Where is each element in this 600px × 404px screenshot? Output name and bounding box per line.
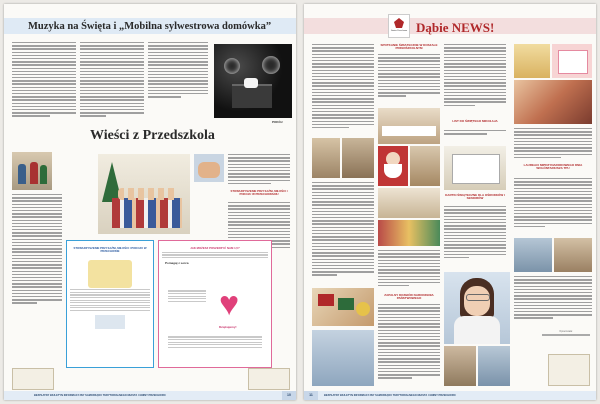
text-column	[12, 194, 62, 314]
decorations-photo	[378, 220, 440, 246]
crafts-photo	[312, 288, 374, 326]
christmas-table-photo	[378, 108, 440, 144]
poster-stowarzyszenie	[66, 240, 154, 368]
right-page-title: Dąbie NEWS!	[416, 20, 495, 35]
mikolajki-photo	[514, 44, 550, 78]
text-column	[514, 178, 592, 234]
text-column	[444, 206, 506, 268]
table-photo-2	[378, 188, 440, 218]
signature-name	[542, 334, 590, 336]
poster2-title: JAK MOŻESZ POSZERZYĆ NAM 1,5?	[190, 246, 240, 250]
left-footer	[4, 391, 296, 400]
letter-photo	[444, 146, 506, 190]
family-photo-1	[312, 138, 340, 178]
poster1-title: STOWARZYSZENIE PRZYJAŹNI, MIŁOŚCI I POKOJU W PRZECHOWIE	[73, 246, 147, 254]
text-column	[444, 130, 506, 142]
text-column	[378, 54, 440, 104]
volunteers-photo-2	[554, 238, 592, 272]
left-page-title: Muzyka na Święta i „Mobilna sylwestrowa domówka”	[28, 21, 272, 32]
volunteers-photo-1	[514, 238, 552, 272]
gifts-photo	[410, 146, 440, 186]
text-column	[378, 304, 440, 386]
signature-opracowanie: Opracowała:	[559, 330, 573, 333]
kids-photo-bottom-1	[444, 346, 476, 386]
poster2-subtitle: Pomagaj z serca	[165, 261, 189, 266]
subheading-stowarzyszenie: STOWARZYSZENIE PRZYJAŹNI, MIŁOŚCI I POKOJU W PRZECHOWANIU	[230, 189, 288, 197]
family-photo-2	[342, 138, 374, 178]
presents-photo	[514, 80, 592, 124]
children-group-photo	[98, 154, 190, 234]
heart-icon: ♥	[219, 285, 240, 323]
caption-zapalny: ZAPALNY DOZBIÓD NARODZENIA PAŃSTWOWEGO	[384, 293, 434, 301]
right-page	[304, 4, 596, 400]
right-footer-text: BEZPŁATNY BIULETYN INFORMACYJNY SAMORZĄDU TERYTORIALNEGO MIASTA I GMINY PRZECHOWO	[324, 394, 456, 397]
kids-table-photo	[194, 154, 224, 182]
caption-spotkanie: SPOTKANIE ŚWIĄTECZNE W DOSZALE PRZEDSZKOLNYM	[380, 43, 438, 51]
text-column	[12, 42, 76, 118]
text-column	[378, 250, 440, 290]
dj-photo	[214, 44, 292, 118]
santa-photo	[378, 146, 408, 186]
left-page-number: 10	[282, 391, 296, 400]
poster2-heart-caption: Dziękujemy!	[219, 325, 237, 329]
caption-kartki: KARTKI ŚWIĄTECZNE DLA OŚRODKÓW I SENIORÓW	[445, 193, 505, 201]
logo-text: Gmina Przechowo	[390, 30, 408, 32]
text-column	[444, 44, 506, 116]
caption-laureaci: LAUREACI MIĘDZYNARODOWEGO DNIA WOLONTARIUSZA TPU	[523, 163, 583, 171]
section-title-przedszkole: Wieści z Przedszkola	[90, 128, 215, 143]
decorative-frame-right	[548, 354, 590, 386]
text-column	[80, 42, 144, 118]
decorative-frame-bottom-left	[12, 368, 54, 390]
children-photo-bottom	[312, 330, 374, 386]
girl-portrait-photo	[444, 272, 510, 344]
children-photo-small	[12, 152, 52, 190]
decorative-frame-bottom-right	[248, 368, 290, 390]
text-column	[228, 154, 290, 188]
left-page	[4, 4, 296, 400]
kids-photo-bottom-2	[478, 346, 510, 386]
poster-pomagaj	[158, 240, 272, 368]
card-photo	[552, 44, 592, 78]
right-footer	[304, 391, 596, 400]
text-column	[148, 42, 208, 118]
caption-list: LIST DO ŚWIĘTEGO MIKOŁAJA	[452, 119, 498, 123]
gmina-logo	[388, 14, 410, 38]
left-footer-text: BEZPŁATNY BIULETYN INFORMACYJNY SAMORZĄDU TERYTORIALNEGO MIASTA I GMINY PRZECHOWO	[34, 394, 166, 397]
caption-pokoj: POKÓJ	[272, 120, 283, 124]
text-column	[312, 182, 374, 284]
text-column	[514, 128, 592, 162]
text-column	[312, 44, 374, 134]
right-page-number: 11	[304, 391, 318, 400]
text-column	[514, 276, 592, 326]
